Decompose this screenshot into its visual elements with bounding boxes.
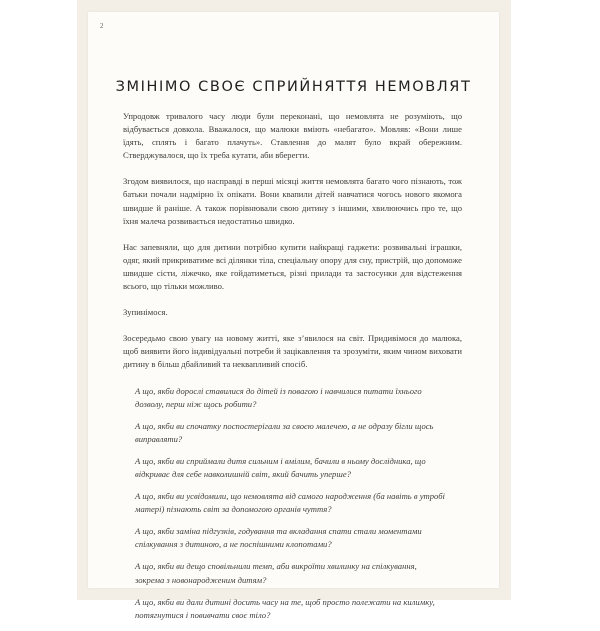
question-list	[123, 385, 462, 622]
page-background	[77, 0, 511, 620]
page-number: 2	[100, 22, 104, 30]
book-page	[88, 12, 499, 620]
question-item: А що, якби ви сприймали дитя сильним і вмілим, бачили в ньому дослідника, що відкриває для себе навколишній світ, який бачить уперше?	[135, 455, 426, 479]
paragraph: Згодом виявилося, що насправді в перші місяці життя немовлята багато чого пізнають, тож батьки почали надмірно їх опікати. Вони квапили дітей навчатися чогось нового якомога швидше й раніше. А також порівнювали свою дитину з іншими, хвилюючись про те, що їхня малеча розвивається недостатньо швидко.	[123, 176, 462, 226]
paragraph: Зупинімося.	[123, 307, 168, 318]
question-item: А що, якби ви спочатку поспостерігали за своєю малечею, а не одразу бігли щось виправляти?	[135, 420, 434, 444]
paragraph: Упродовж тривалого часу люди були переконані, що немовлята не розуміють, що відбувається довкола. Вважалося, що малюки вміють «небагато». Мовляв: «Вони лише їдять, сплять і багато плачуть». Ставлення до малят було вкрай обережним. Стверджувалося, що їх треба кутати, аби вберегти.	[123, 111, 462, 161]
paragraph: Зосередьмо свою увагу на новому житті, яке з’явилося на світ. Придивімося до малюка, щоб виявити його індивідуальні потреби й зацікавлення та зрозуміти, яким чином виховати дитину в більш дбайливий та неквапливий спосіб.	[123, 333, 462, 370]
paragraph: Нас запевняли, що для дитини потрібно купити найкращі гаджети: розвивальні іграшки, одяг, який прикриватиме всі ділянки тіла, спеціальну опору для сну, пристрій, що допоможе швидше сісти, ліжечко, яке гойдатиметься, різні прилади та застосунки для відстеження всього, що тільки можливо.	[123, 241, 462, 292]
question-item: А що, якби ви дали дитині досить часу на те, щоб просто полежати на килимку, потягнутися і повивчати своє тіло?	[135, 596, 435, 620]
question-item: А що, якби дорослі ставилися до дітей із повагою і навчилися питати їхнього дозволу, перш ніж щось робити?	[135, 385, 422, 409]
question-item: А що, якби заміна підгузків, годування та вкладання спати стали моментами спілкування з дитиною, а не поспішними клопотами?	[135, 526, 422, 550]
page-body	[123, 110, 462, 631]
question-item: А що, якби ви усвідомили, що немовлята від самого народження (ба навіть в утробі матері) пізнають світ за допомогою органів чуття?	[135, 491, 445, 515]
question-item: А що, якби ви дещо сповільнили темп, аби викроїти хвилинку на спілкування, зокрема з новонародженим дитям?	[135, 561, 417, 585]
chapter-title: ЗМІНІМО СВОЄ СПРИЙНЯТТЯ НЕМОВЛЯТ	[115, 79, 472, 95]
